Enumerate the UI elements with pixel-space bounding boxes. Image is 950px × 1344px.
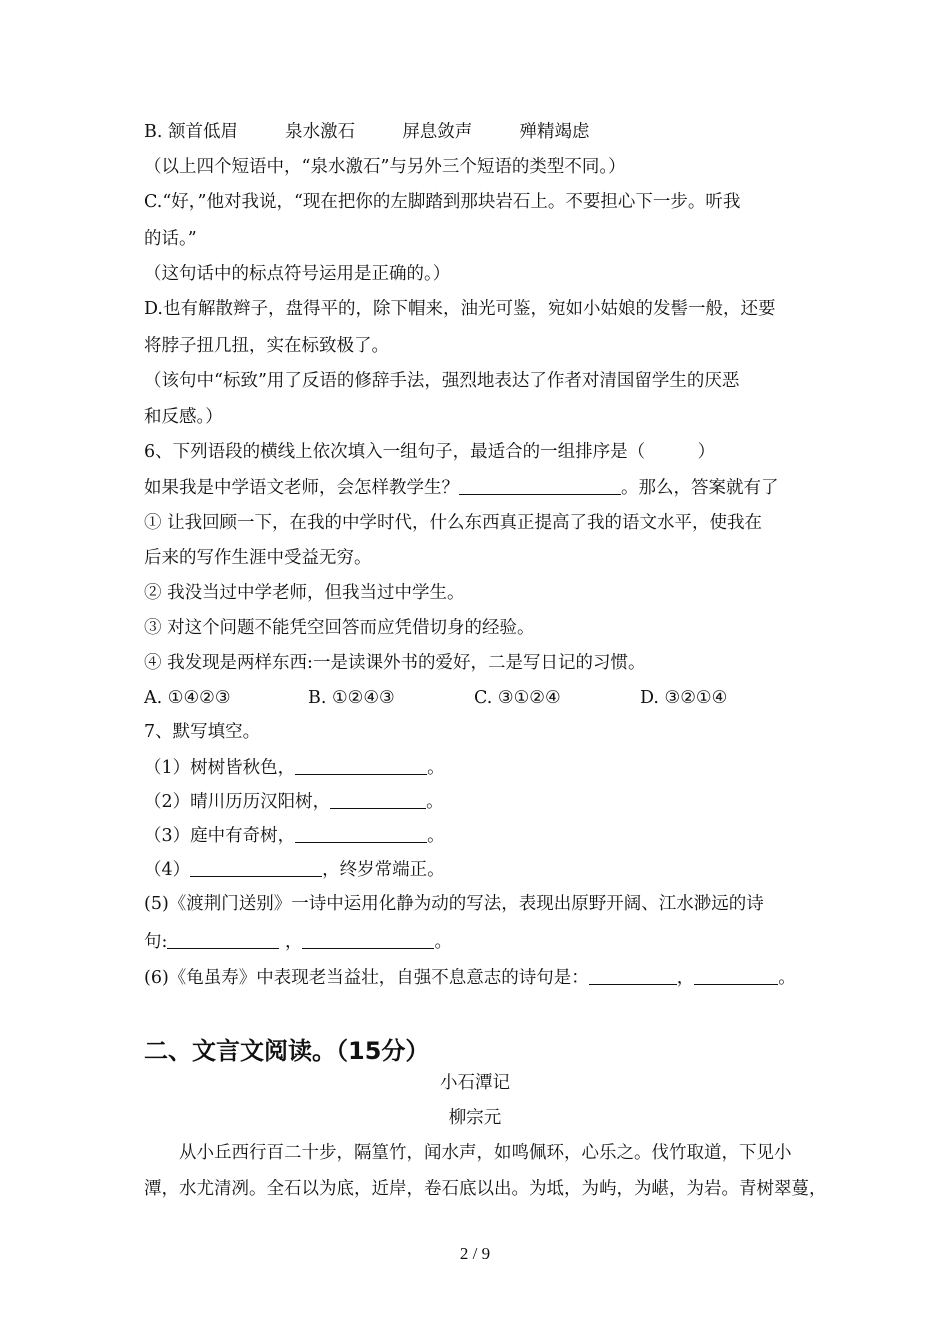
q7-item3-period: 。 bbox=[427, 826, 445, 846]
q6-option-d[interactable]: D. ③②①④ bbox=[640, 688, 728, 708]
q7-item4-text: （4） bbox=[144, 860, 191, 880]
q6-prompt bbox=[144, 476, 779, 500]
q7-item1-blank[interactable] bbox=[295, 757, 427, 775]
passage-title: 小石潭记 bbox=[440, 1073, 510, 1093]
q7-item4-blank[interactable] bbox=[190, 859, 322, 877]
q5-d-note2: 和反感。） bbox=[144, 407, 223, 427]
q7-item5-blank-1[interactable] bbox=[167, 931, 279, 949]
q7-title: 7、默写填空。 bbox=[144, 722, 261, 742]
q7-item6-blank-1[interactable] bbox=[589, 967, 677, 985]
q7-item4 bbox=[144, 858, 445, 882]
q7-item5-period: 。 bbox=[434, 932, 452, 952]
q5-option-b bbox=[144, 120, 589, 144]
q7-item2-period: 。 bbox=[426, 792, 444, 812]
b-phrase-1: B. 颔首低眉 bbox=[144, 122, 238, 142]
page-number: 2 / 9 bbox=[459, 1244, 491, 1263]
q6-option-a[interactable]: A. ①④②③ bbox=[144, 688, 231, 708]
q7-item1-period: 。 bbox=[427, 758, 445, 778]
q7-item1 bbox=[144, 756, 445, 780]
q6-answer-blank[interactable] bbox=[459, 477, 621, 495]
q6-item4: ④ 我发现是两样东西:一是读课外书的爱好，二是写日记的习惯。 bbox=[144, 653, 646, 673]
q7-item3-text: （3）庭中有奇树， bbox=[144, 826, 296, 846]
b-phrase-2: 泉水激石 bbox=[285, 122, 356, 142]
q7-item6-text: (6)《龟虽寿》中表现老当益壮，自强不息意志的诗句是： bbox=[144, 968, 589, 988]
q7-item3-blank[interactable] bbox=[295, 825, 427, 843]
q7-item6-blank-2[interactable] bbox=[694, 967, 778, 985]
q7-item5-line2 bbox=[144, 930, 452, 954]
q6-title: 6、下列语段的横线上依次填入一组句子，最适合的一组排序是（ ） bbox=[144, 442, 716, 462]
q7-item5-text: 句: bbox=[144, 932, 168, 952]
q7-item4-suffix: ，终岁常端正。 bbox=[322, 860, 445, 880]
q6-prompt-text: 如果我是中学语文老师，会怎样教学生？ bbox=[144, 478, 459, 498]
section-heading: 二、文言文阅读。（15分） bbox=[144, 1037, 430, 1065]
q6-prompt-tail: 。那么，答案就有了 bbox=[621, 478, 779, 498]
q7-item6 bbox=[144, 966, 796, 990]
passage-line1: 从小丘西行百二十步，隔篁竹，闻水声，如鸣佩环，心乐之。伐竹取道，下见小 bbox=[144, 1143, 792, 1163]
q7-item6-period: 。 bbox=[778, 968, 796, 988]
q5-c-line2: 的话。” bbox=[144, 229, 197, 249]
q7-item6-comma: ， bbox=[676, 968, 695, 988]
q7-item2-text: （2）晴川历历汉阳树， bbox=[144, 792, 331, 812]
q7-item2 bbox=[144, 790, 444, 814]
b-phrase-4: 殚精竭虑 bbox=[519, 122, 590, 142]
q6-option-c[interactable]: C. ③①②④ bbox=[474, 688, 561, 708]
q7-item1-text: （1）树树皆秋色， bbox=[144, 758, 296, 778]
q6-option-b[interactable]: B. ①②④③ bbox=[308, 688, 395, 708]
q5-d-line1: D.也有解散辫子，盘得平的，除下帽来，油光可鉴，宛如小姑娘的发髻一般，还要 bbox=[144, 299, 776, 319]
q7-item3 bbox=[144, 824, 445, 848]
q6-item3: ③ 对这个问题不能凭空回答而应凭借切身的经验。 bbox=[144, 618, 535, 638]
q5-d-line2: 将脖子扭几扭，实在标致极了。 bbox=[144, 336, 389, 356]
q7-item5-comma: ， bbox=[284, 932, 303, 952]
q7-item5-blank-2[interactable] bbox=[302, 931, 434, 949]
q5-c-note: （这句话中的标点符号运用是正确的。） bbox=[144, 264, 451, 284]
q6-item1-line1: ① 让我回顾一下，在我的中学时代，什么东西真正提高了我的语文水平，使我在 bbox=[144, 513, 763, 533]
q7-item2-blank[interactable] bbox=[330, 791, 426, 809]
q5-d-note1: （该句中“标致”用了反语的修辞手法，强烈地表达了作者对清国留学生的厌恶 bbox=[144, 371, 740, 391]
q5-b-note: （以上四个短语中，“泉水激石”与另外三个短语的类型不同。） bbox=[144, 157, 626, 177]
q7-item5-line1: (5)《渡荆门送别》一诗中运用化静为动的写法，表现出原野开阔、江水渺远的诗 bbox=[144, 894, 764, 914]
q5-c-line1: C.“好，”他对我说，“现在把你的左脚踏到那块岩石上。不要担心下一步。听我 bbox=[144, 192, 741, 212]
q6-item2: ② 我没当过中学老师，但我当过中学生。 bbox=[144, 583, 465, 603]
b-phrase-3: 屏息敛声 bbox=[402, 122, 473, 142]
passage-author: 柳宗元 bbox=[448, 1108, 502, 1128]
q6-item1-line2: 后来的写作生涯中受益无穷。 bbox=[144, 548, 372, 568]
passage-line2: 潭，水尤清冽。全石以为底，近岸，卷石底以出。为坻，为屿，为嵁，为岩。青树翠蔓， bbox=[144, 1179, 827, 1199]
